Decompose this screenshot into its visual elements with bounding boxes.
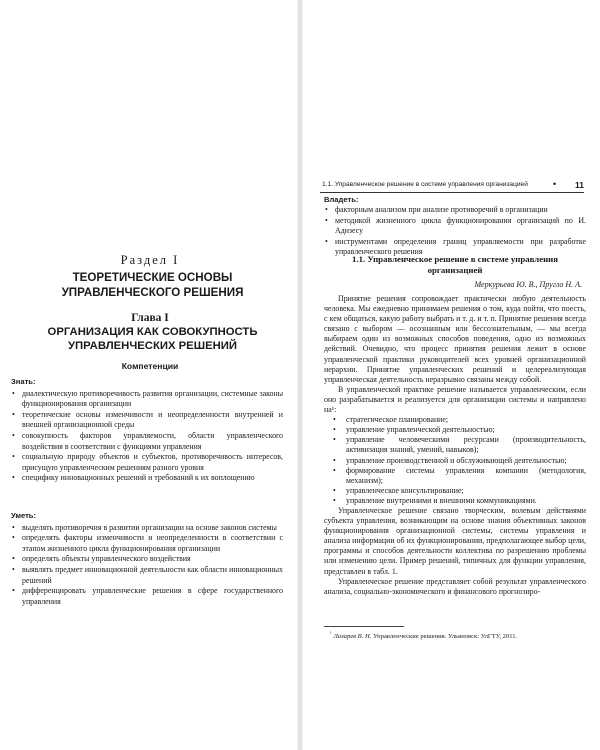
list-item: • специфику инновационных решений и требований к их воплощению <box>11 473 283 484</box>
paragraph: В управленческой практике решение называется управленческим, если оно разрабатывается и реализуется для организации системы и направлено на¹: <box>324 384 586 415</box>
competencies-heading: Компетенции <box>121 361 179 371</box>
running-head <box>320 181 584 193</box>
list-item: • дифференцировать управленческие решения в сфере государственного управления <box>11 586 283 607</box>
footnote-text: Управленческие решения. Ульяновск: УлГТУ, 2011. <box>373 633 518 641</box>
list-item: • социальную природу объектов и субъектов, противоречивость интересов, присущую управленческим решениям разного уровня <box>11 452 283 473</box>
list-item: • диалектическую противоречивость развития организации, системные законы функционирования организации <box>11 389 283 410</box>
paragraph: Принятие решения сопровождает практически любую деятельность человека. Мы ежедневно принимаем решения о том, куда пойти, что поесть, с кем общаться, какую работу выбрать и т. д. и т. п. Принятие решения всегда связано с выбором — осознанным или бессознательным, — мы всегда выбираем один из возможных способов поведения, одно из возможных действий. Очевидно, что процесс принятия решения лежит в основе управленческой практики руководителей всех уровней организационной иерархии. Принятие управленческих решений и целереализующая управленческая деятельность неразрывно связаны между собой. <box>324 294 586 384</box>
list-item: • совокупность факторов управляемости, области управленческого воздействия в соответствии с функциями управления <box>11 431 283 452</box>
section-label: Раздел I <box>120 253 180 267</box>
own-list <box>324 205 586 257</box>
body-text <box>324 294 586 597</box>
list-item: • инструментами определения границ управляемости при разработке управленческого решения <box>324 237 586 258</box>
know-block <box>11 377 283 484</box>
paragraph: Управленческое решение представляет собой результат управленческого анализа, социально-экономического и финансового прогнозиро- <box>324 576 586 596</box>
direction-list <box>324 415 586 506</box>
footnote-mark: ¹ <box>330 631 332 637</box>
list-item: • управление человеческими ресурсами (производительность, активизация знаний, умений, навыков); <box>324 435 586 455</box>
can-list <box>11 523 283 608</box>
list-item: • определять факторы изменчивости и неопределенности в соответствии с этапом жизненного цикла функционирования организации <box>11 533 283 554</box>
right-page <box>300 0 600 750</box>
own-label: Владеть: <box>324 195 359 204</box>
list-item: • факторным анализом при анализе противоречий в организации <box>324 205 586 215</box>
running-head-title: 1.1. Управленческое решение в системе управления организацией <box>322 181 528 188</box>
list-item: • управление производственной и обслуживающей деятельностью; <box>324 456 586 466</box>
page-bullet: • <box>553 179 557 189</box>
chapter-label: Глава I <box>131 312 169 324</box>
authors: Меркурьева Ю. В., Пругло Н. А. <box>474 280 582 289</box>
list-item: • управление внутренними и внешними коммуникациями. <box>324 496 586 506</box>
page-number: 11 <box>575 180 584 190</box>
can-label: Уметь: <box>11 511 37 520</box>
subsection-title: 1.1. Управленческое решение в системе управления организацией <box>351 254 558 275</box>
list-item: • управление управленческой деятельностью; <box>324 425 586 435</box>
list-item: • формирование системы управления компании (методология, механизм); <box>324 466 586 486</box>
section-title: ТЕОРЕТИЧЕСКИЕ ОСНОВЫ УПРАВЛЕНЧЕСКОГО РЕШЕНИЯ <box>61 271 244 299</box>
know-list <box>11 389 283 484</box>
list-item: • стратегическое планирование; <box>324 415 586 425</box>
footnote-rule <box>324 626 404 627</box>
list-item: • выявлять предмет инновационной деятельности как области инновационных решений <box>11 565 283 586</box>
list-item: • определять объекты управленческого воздействия <box>11 554 283 565</box>
list-item: • теоретические основы изменчивости и неопределенности внутренней и внешней организационной среды <box>11 410 283 431</box>
list-item: • выделять противоречия в развитии организации на основе законов системы <box>11 523 283 534</box>
footnote-author: Лазарев В. Н. <box>333 633 372 641</box>
footnote <box>330 630 586 641</box>
can-block <box>11 511 283 607</box>
paragraph: Управленческое решение связано творческим, волевым действиями субъекта управления, возникающим на основе знания объективных законов функционирования организационной системы, системы управления и анализа информации об их функционировании, предполагающее выбор цели, программы и способов деятельности коллектива по разрешению проблемы или изменению цели. Пример решений, типичных для функции управления, представлен в табл. 1. <box>324 505 586 576</box>
own-block <box>324 195 586 257</box>
list-item: • управленческое консультирование; <box>324 486 586 496</box>
know-label: Знать: <box>11 377 36 386</box>
list-item: • методикой жизненного цикла функционирования организаций по И. Адизесу <box>324 216 586 237</box>
chapter-title: ОРГАНИЗАЦИЯ КАК СОВОКУПНОСТЬ УПРАВЛЕНЧЕСКИХ РЕШЕНИЙ <box>47 326 258 352</box>
